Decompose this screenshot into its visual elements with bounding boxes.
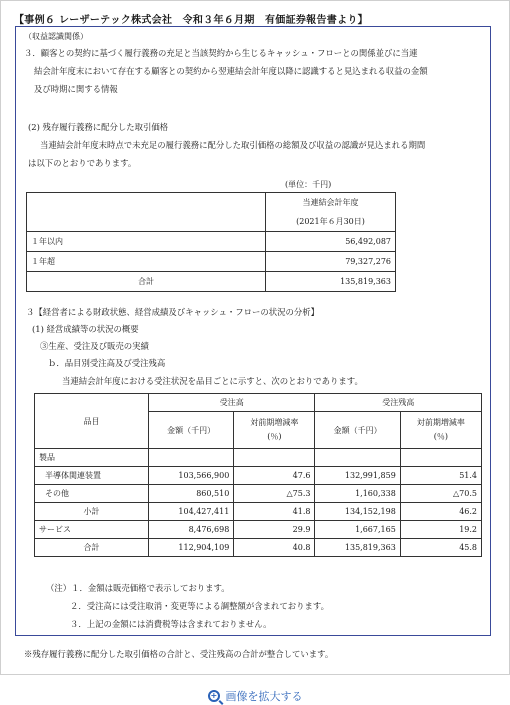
table-header: 当連結会計年度 bbox=[266, 193, 396, 213]
table-cell: １年超 bbox=[27, 252, 266, 272]
table-cell: 46.2 bbox=[400, 503, 481, 521]
table-header: 品目 bbox=[35, 394, 149, 449]
table-cell: 47.6 bbox=[234, 467, 315, 485]
table-row bbox=[35, 521, 482, 539]
table-cell: △75.3 bbox=[234, 485, 315, 503]
paragraph-line: 結会計年度末において存在する顧客との契約から翌連結会計年度以降に認識すると見込まれる収益の金額 bbox=[34, 66, 428, 76]
table-cell: 51.4 bbox=[400, 467, 481, 485]
table-cell: 860,510 bbox=[149, 485, 234, 503]
table-cell: 8,476,698 bbox=[149, 521, 234, 539]
zoom-in-icon: + bbox=[208, 690, 220, 702]
note-line: ２．受注高には受注取消・変更等による調整額が含まれております。 bbox=[70, 601, 329, 611]
table-cell: 135,819,363 bbox=[315, 539, 400, 557]
table-row bbox=[35, 467, 482, 485]
table-cell: 112,904,109 bbox=[149, 539, 234, 557]
table-cell: 29.9 bbox=[234, 521, 315, 539]
table-cell: 19.2 bbox=[400, 521, 481, 539]
table-header: 対前期増減率 (％) bbox=[234, 412, 315, 449]
table-cell: 104,427,411 bbox=[149, 503, 234, 521]
table-cell: 半導体関連装置 bbox=[35, 467, 149, 485]
table-cell: 小計 bbox=[35, 503, 149, 521]
table-header: 受注高 bbox=[149, 394, 315, 412]
table-header: 受注残高 bbox=[315, 394, 482, 412]
table-row bbox=[35, 485, 482, 503]
table-cell: その他 bbox=[35, 485, 149, 503]
enlarge-image-link[interactable] bbox=[0, 688, 510, 704]
paragraph-line: は以下のとおりであります。 bbox=[28, 158, 137, 168]
table-cell: 79,327,276 bbox=[266, 252, 396, 272]
table-cell: 135,819,363 bbox=[266, 272, 396, 292]
paragraph-line: ３．顧客との契約に基づく履行義務の充足と当該契約から生じるキャッシュ・フローとの関係並びに当連 bbox=[24, 48, 418, 58]
table-header: 金額（千円） bbox=[149, 412, 234, 449]
table-row bbox=[35, 503, 482, 521]
unit-label: (単位：千円) bbox=[285, 180, 332, 189]
note-line: ３．上記の金額には消費税等は含まれておりません。 bbox=[70, 619, 272, 629]
paragraph-line: 当連結会計年度末時点で未充足の履行義務に配分した取引価格の総額及び収益の認識が見込まれる期間 bbox=[40, 140, 426, 150]
table-cell: 56,492,087 bbox=[266, 232, 396, 252]
paragraph-line: 及び時期に関する情報 bbox=[34, 84, 118, 94]
table-cell: △70.5 bbox=[400, 485, 481, 503]
subheading: (2) 残存履行義務に配分した取引価格 bbox=[28, 122, 169, 132]
footnote: ※残存履行義務に配分した取引価格の合計と、受注残高の合計が整合しています。 bbox=[24, 649, 334, 659]
table-cell: 45.8 bbox=[400, 539, 481, 557]
table-row bbox=[35, 539, 482, 557]
note-line: （注）１．金額は販売価格で表示しております。 bbox=[46, 583, 230, 593]
document-title: 【事例６ レーザーテック株式会社 令和３年６月期 有価証券報告書より】 bbox=[14, 15, 368, 26]
section-heading: ３【経営者による財政状態、経営成績及びキャッシュ・フローの状況の分析】 bbox=[26, 307, 319, 317]
excerpt-box bbox=[15, 26, 491, 636]
table-cell: 132,991,859 bbox=[315, 467, 400, 485]
enlarge-image-label: 画像を拡大する bbox=[225, 690, 303, 703]
table-header: (2021年６月30日) bbox=[266, 212, 396, 232]
orders-table bbox=[34, 393, 482, 557]
subheading: ③生産、受注及び販売の実績 bbox=[40, 341, 149, 351]
subheading: (1) 経営成績等の状況の概要 bbox=[32, 324, 139, 334]
table-cell: 製品 bbox=[35, 449, 149, 467]
table-cell: １年以内 bbox=[27, 232, 266, 252]
table-cell: 41.8 bbox=[234, 503, 315, 521]
table-cell: 1,160,338 bbox=[315, 485, 400, 503]
paragraph-line: 当連結会計年度における受注状況を品目ごとに示すと、次のとおりであります。 bbox=[62, 376, 363, 386]
table-cell: 合計 bbox=[35, 539, 149, 557]
table-cell: 40.8 bbox=[234, 539, 315, 557]
table-cell: 1,667,165 bbox=[315, 521, 400, 539]
table-cell: 134,152,198 bbox=[315, 503, 400, 521]
table-cell: 103,566,900 bbox=[149, 467, 234, 485]
table-header: 金額（千円） bbox=[315, 412, 400, 449]
remaining-obligation-table bbox=[26, 192, 396, 292]
section-label: （収益認識関係） bbox=[24, 32, 88, 41]
table-header: 対前期増減率 (％) bbox=[400, 412, 481, 449]
table-cell: 合計 bbox=[27, 272, 266, 292]
table-cell: サービス bbox=[35, 521, 149, 539]
subheading: ｂ．品目別受注高及び受注残高 bbox=[48, 358, 166, 368]
